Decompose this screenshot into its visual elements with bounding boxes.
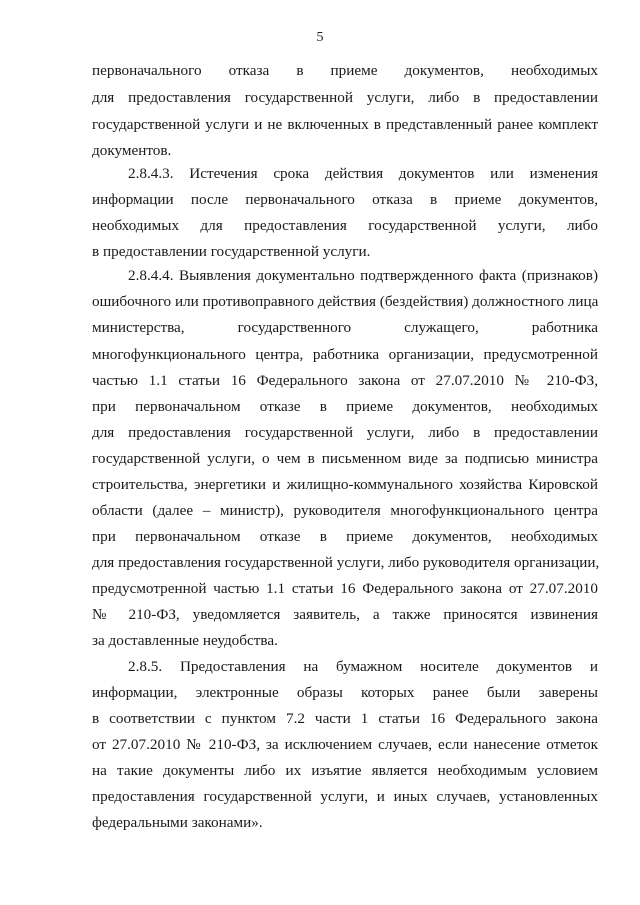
- text-line: № 210-ФЗ, уведомляется заявитель, а также приносятся извинения: [92, 606, 598, 623]
- text-line: ошибочного или противоправного действия (бездействия) должностного лица: [92, 293, 599, 310]
- text-line: государственной услуги, о чем в письменном виде за подписью министра: [92, 450, 598, 467]
- paragraph-start-2-8-4-4: 2.8.4.4. Выявления документально подтвержденного факта (признаков): [128, 267, 598, 284]
- text-line: при первоначальном отказе в приеме документов, необходимых: [92, 528, 598, 545]
- text-line: первоначального отказа в приеме документов, необходимых: [92, 62, 598, 79]
- text-line: от 27.07.2010 № 210-ФЗ, за исключением случаев, если нанесение отметок: [92, 736, 598, 753]
- text-line: при первоначальном отказе в приеме документов, необходимых: [92, 398, 598, 415]
- text-line: области (далее – министр), руководителя многофункционального центра: [92, 502, 598, 519]
- text-line: документов.: [92, 142, 172, 159]
- text-line: для предоставления государственной услуги, либо руководителя организации,: [92, 554, 600, 571]
- text-line: в предоставлении государственной услуги.: [92, 243, 371, 260]
- text-line: многофункционального центра, работника организации, предусмотренной: [92, 346, 598, 363]
- text-line: информации после первоначального отказа в приеме документов,: [92, 191, 598, 208]
- text-line: министерства, государственного служащего, работника: [92, 319, 598, 336]
- paragraph-start-2-8-4-3: 2.8.4.3. Истечения срока действия документов или изменения: [128, 165, 598, 182]
- text-line: на такие документы либо их изъятие является необходимым условием: [92, 762, 598, 779]
- text-line: в соответствии с пунктом 7.2 части 1 статьи 16 Федерального закона: [92, 710, 598, 727]
- text-line: частью 1.1 статьи 16 Федерального закона от 27.07.2010 № 210-ФЗ,: [92, 372, 598, 389]
- text-line: за доставленные неудобства.: [92, 632, 278, 649]
- text-line: для предоставления государственной услуги, либо в предоставлении: [92, 424, 598, 441]
- text-line: для предоставления государственной услуги, либо в предоставлении: [92, 89, 598, 106]
- text-line: информации, электронные образы которых ранее были заверены: [92, 684, 598, 701]
- text-line: федеральными законами».: [92, 814, 263, 831]
- text-line: предоставления государственной услуги, и иных случаев, установленных: [92, 788, 598, 805]
- text-line: необходимых для предоставления государственной услуги, либо: [92, 217, 598, 234]
- page-number: 5: [316, 30, 324, 45]
- text-line: государственной услуги и не включенных в представленный ранее комплект: [92, 116, 598, 133]
- paragraph-start-2-8-5: 2.8.5. Предоставления на бумажном носителе документов и: [128, 658, 598, 675]
- text-line: предусмотренной частью 1.1 статьи 16 Федерального закона от 27.07.2010: [92, 580, 598, 597]
- text-line: строительства, энергетики и жилищно-коммунального хозяйства Кировской: [92, 476, 598, 493]
